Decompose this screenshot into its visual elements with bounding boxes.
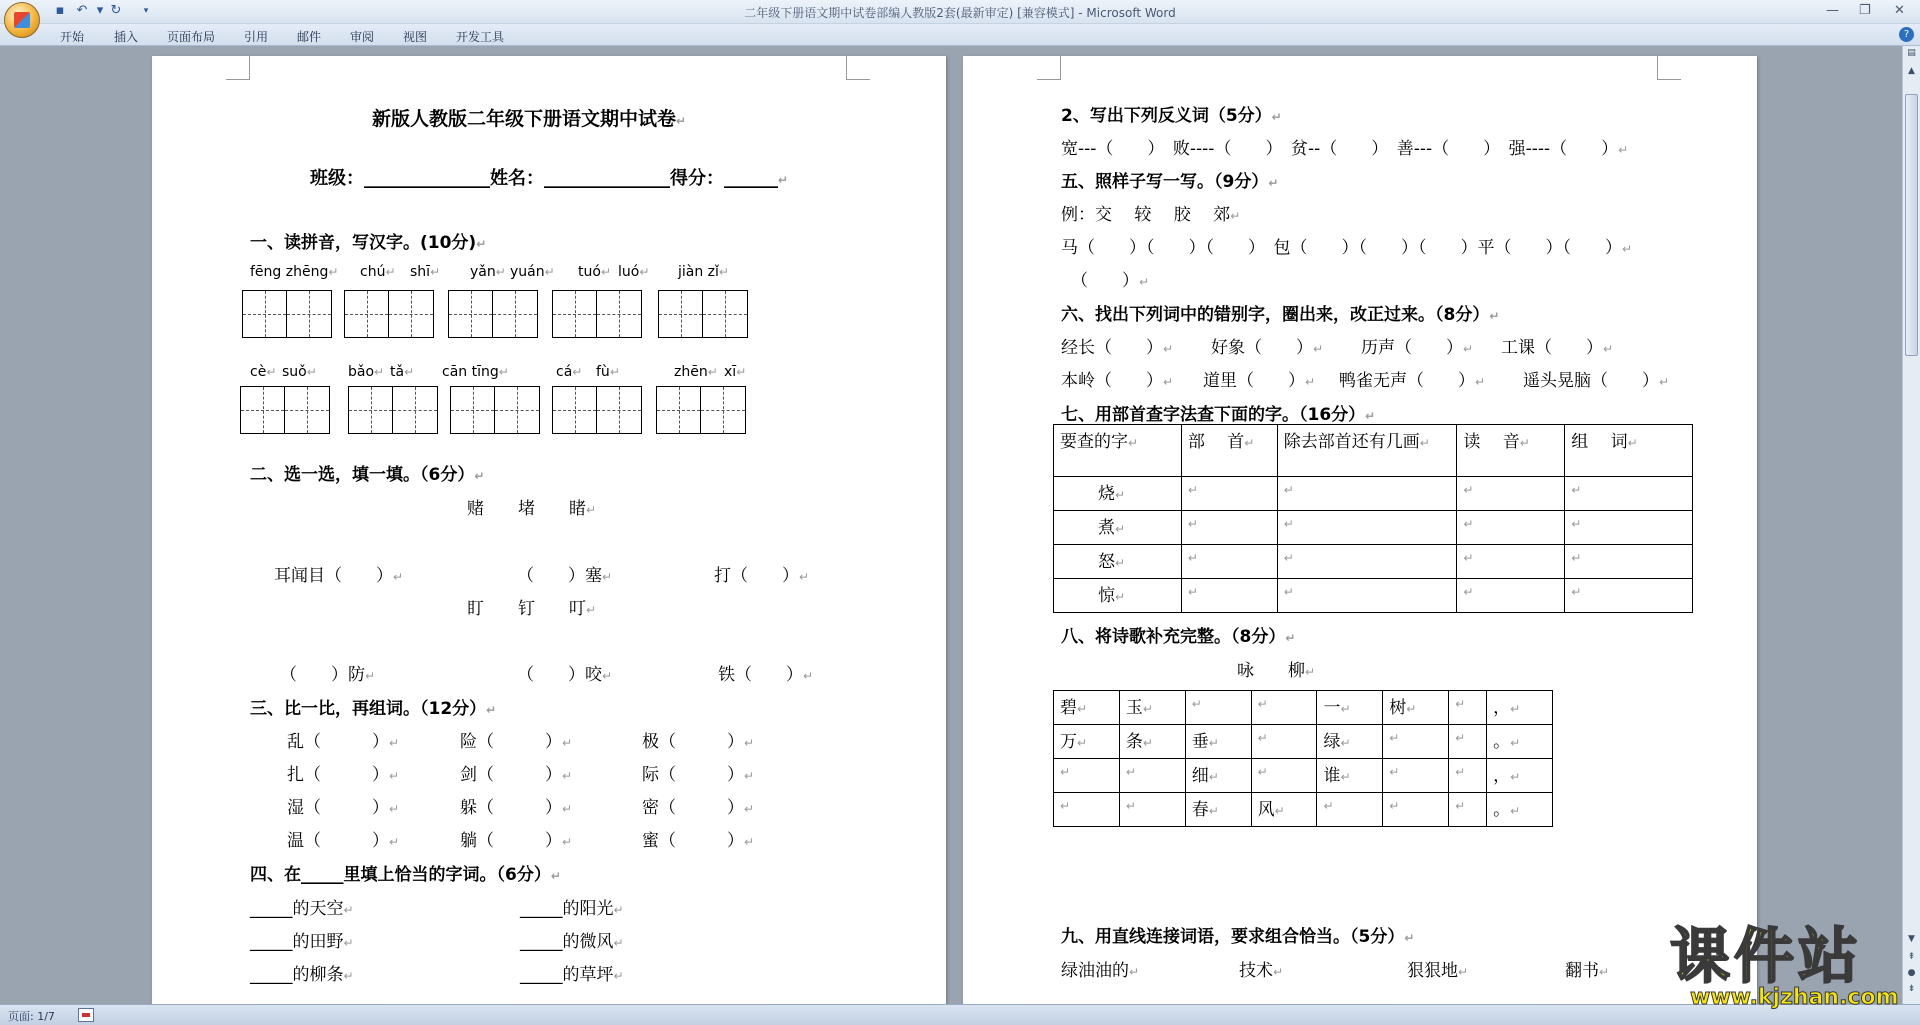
paragraph-mark: ↵ [586, 503, 597, 517]
tianzige-box[interactable] [658, 290, 748, 338]
paragraph-mark: ↵ [613, 936, 624, 950]
typo-word: 本岭（ ）↵ [1061, 371, 1174, 391]
table-cell: 怒↵ [1054, 545, 1182, 579]
fill-blank: 打（ ）↵ [714, 566, 810, 586]
paragraph-mark: ↵ [343, 936, 354, 950]
poem-cell: 春↵ [1185, 793, 1251, 827]
typo-word: 鸭雀无声（ ）↵ [1339, 371, 1486, 391]
paragraph-mark: ↵ [1571, 585, 1582, 599]
poem-cell[interactable] [1383, 793, 1449, 827]
paragraph-mark: ↵ [1571, 551, 1582, 565]
poem-cell: 玉↵ [1119, 691, 1185, 725]
poem-cell[interactable] [1449, 691, 1487, 725]
paragraph-mark: ↵ [266, 365, 277, 379]
paragraph-mark: ↵ [736, 365, 747, 379]
title-bar [0, 0, 1920, 24]
paragraph-mark: ↵ [1458, 965, 1469, 979]
poem-cell[interactable] [1251, 725, 1317, 759]
paragraph-mark: ↵ [1208, 804, 1219, 818]
poem-cell: 树↵ [1383, 691, 1449, 725]
office-button[interactable] [4, 2, 40, 38]
document-title: 新版人教版二年级下册语文期中试卷↵ [372, 108, 687, 130]
compare-word: 躺（ ）↵ [460, 831, 573, 851]
fill-phrase: _____的微风↵ [520, 932, 624, 952]
scroll-thumb[interactable] [1905, 94, 1918, 356]
paragraph-mark: ↵ [1323, 799, 1334, 813]
pinyin: chú↵ [360, 264, 396, 280]
tianzige-box[interactable] [242, 290, 332, 338]
compare-word: 极（ ）↵ [642, 732, 755, 752]
paragraph-mark: ↵ [799, 570, 810, 584]
paragraph-mark: ↵ [1571, 483, 1582, 497]
undo-icon[interactable]: ↶ [76, 3, 88, 18]
paragraph-mark: ↵ [1187, 483, 1198, 497]
pinyin: fēng zhēng↵ [250, 264, 339, 280]
fill-blank: （ ）防↵ [280, 665, 376, 685]
paragraph-mark: ↵ [1257, 765, 1268, 779]
section-8-heading: 八、将诗歌补充完整。（8分）↵ [1061, 627, 1296, 647]
section-2-heading: 二、选一选，填一填。（6分）↵ [250, 465, 485, 485]
pinyin: luó↵ [618, 264, 650, 280]
poem-cell[interactable] [1383, 759, 1449, 793]
paragraph-mark: ↵ [1389, 765, 1400, 779]
paragraph-mark: ↵ [1389, 799, 1400, 813]
example-line: 例：交 较 胶 郊↵ [1061, 205, 1241, 225]
ruler-toggle-icon[interactable]: ▤ [1907, 48, 1916, 58]
paragraph-mark: ↵ [1313, 342, 1324, 356]
paragraph-mark: ↵ [1463, 483, 1474, 497]
paragraph-mark: ↵ [1115, 522, 1126, 536]
next-page-icon[interactable]: ⇟ [1907, 984, 1916, 994]
paragraph-mark: ↵ [1404, 931, 1415, 945]
scroll-up-icon[interactable]: ▲ [1908, 66, 1915, 76]
vertical-scrollbar[interactable] [1902, 46, 1920, 1004]
paragraph-mark: ↵ [1603, 342, 1614, 356]
paragraph-mark: ↵ [389, 802, 400, 816]
crop-mark [226, 56, 250, 80]
paragraph-mark: ↵ [1208, 770, 1219, 784]
redo-icon[interactable]: ↻ [110, 3, 122, 18]
paragraph-mark: ↵ [1510, 804, 1521, 818]
pinyin: cè↵ [250, 364, 277, 380]
poem-cell[interactable] [1054, 759, 1120, 793]
tab-review[interactable]: 审阅 [350, 30, 375, 44]
fill-phrase: _____的田野↵ [250, 932, 354, 952]
restore-icon[interactable]: ❐ [1859, 3, 1871, 18]
paragraph-mark: ↵ [1139, 275, 1150, 289]
fill-phrase: _____的柳条↵ [250, 965, 354, 985]
section-3-heading: 三、比一比，再组词。（12分）↵ [250, 699, 497, 719]
paragraph-mark: ↵ [707, 365, 718, 379]
paragraph-mark: ↵ [1463, 517, 1474, 531]
tab-mailings[interactable]: 邮件 [297, 30, 322, 44]
pinyin: fù↵ [596, 364, 620, 380]
paragraph-mark: ↵ [609, 365, 620, 379]
paragraph-mark: ↵ [1187, 585, 1198, 599]
paragraph-mark: ↵ [1283, 483, 1294, 497]
poem-cell: 。↵ [1487, 793, 1553, 827]
paragraph-mark: ↵ [1273, 965, 1284, 979]
pattern-line: （ ）↵ [1071, 271, 1150, 291]
undo-dropdown-icon[interactable]: ▾ [96, 3, 104, 18]
paragraph-mark: ↵ [1283, 585, 1294, 599]
paragraph-mark: ↵ [1115, 488, 1126, 502]
paragraph-mark: ↵ [1463, 342, 1474, 356]
paragraph-mark: ↵ [1283, 517, 1294, 531]
tianzige-box[interactable] [552, 386, 642, 434]
tab-developer[interactable]: 开发工具 [456, 30, 505, 44]
paragraph-mark: ↵ [1274, 804, 1285, 818]
pinyin: zhēn↵ [674, 364, 718, 380]
customize-toolbar-icon[interactable]: ▾ [143, 6, 149, 16]
paragraph-mark: ↵ [1060, 799, 1071, 813]
paragraph-mark: ↵ [1271, 110, 1282, 124]
poem-cell: 万↵ [1054, 725, 1120, 759]
paragraph-mark: ↵ [602, 570, 613, 584]
section-4-heading: 四、在_____里填上恰当的字词。（6分）↵ [250, 865, 561, 885]
paragraph-mark: ↵ [343, 969, 354, 983]
paragraph-mark: ↵ [1419, 436, 1430, 450]
typo-word: 遥头晃脑（ ）↵ [1523, 371, 1670, 391]
section-1-heading: 一、读拼音，写汉字。(10分)↵ [250, 233, 487, 253]
poem-cell[interactable] [1449, 793, 1487, 827]
table-cell: 惊↵ [1054, 579, 1182, 613]
paragraph-mark: ↵ [1519, 436, 1530, 450]
paragraph-mark: ↵ [1187, 517, 1198, 531]
radical-table [1053, 424, 1693, 613]
paragraph-mark: ↵ [389, 736, 400, 750]
poem-cell: ，↵ [1487, 691, 1553, 725]
paragraph-mark: ↵ [562, 769, 573, 783]
paragraph-mark: ↵ [1187, 551, 1198, 565]
section-9-heading: 九、用直线连接词语，要求组合恰当。（5分）↵ [1061, 927, 1415, 947]
minimize-icon[interactable]: — [1826, 3, 1839, 18]
compare-word: 剑（ ）↵ [460, 765, 573, 785]
paragraph-mark: ↵ [374, 365, 385, 379]
help-icon[interactable]: ? [1899, 27, 1914, 42]
paragraph-mark: ↵ [1129, 965, 1140, 979]
pinyin: bǎo↵ [348, 364, 385, 380]
paragraph-mark: ↵ [1510, 736, 1521, 750]
select-browse-object-icon[interactable]: ● [1907, 968, 1916, 978]
paragraph-mark: ↵ [586, 603, 597, 617]
compare-word: 湿（ ）↵ [287, 798, 400, 818]
paragraph-mark: ↵ [1659, 375, 1670, 389]
fill-blank: （ ）塞↵ [517, 566, 613, 586]
paragraph-mark: ↵ [562, 736, 573, 750]
paragraph-mark: ↵ [1077, 736, 1088, 750]
pinyin: shī↵ [410, 264, 441, 280]
paragraph-mark: ↵ [1406, 702, 1417, 716]
paragraph-mark: ↵ [343, 903, 354, 917]
table-cell: 煮↵ [1054, 511, 1182, 545]
paragraph-mark: ↵ [1455, 765, 1466, 779]
paragraph-mark: ↵ [562, 835, 573, 849]
tianzige-box[interactable] [552, 290, 642, 338]
paragraph-mark: ↵ [1340, 736, 1351, 750]
paragraph-mark: ↵ [562, 802, 573, 816]
paragraph-mark: ↵ [1128, 436, 1139, 450]
tianzige-box[interactable] [656, 386, 746, 434]
connect-word: 技术↵ [1239, 961, 1284, 981]
fill-phrase: _____的阳光↵ [520, 899, 624, 919]
tab-insert[interactable]: 插入 [114, 30, 139, 44]
paragraph-mark: ↵ [1475, 375, 1486, 389]
section-7-heading: 七、用部首查字法查下面的字。（16分）↵ [1061, 405, 1376, 425]
poem-cell[interactable] [1449, 725, 1487, 759]
spelling-check-icon[interactable] [78, 1008, 94, 1022]
previous-page-icon[interactable]: ⇞ [1907, 952, 1916, 962]
antonym-heading: 2、写出下列反义词（5分）↵ [1061, 106, 1282, 126]
pinyin: jiàn zǐ↵ [678, 264, 729, 280]
poem-cell: 碧↵ [1054, 691, 1120, 725]
fill-blank: 铁（ ）↵ [718, 665, 814, 685]
table-header: 组 词↵ [1565, 425, 1693, 477]
tab-page-layout[interactable]: 页面布局 [167, 30, 216, 44]
paragraph-mark: ↵ [1285, 631, 1296, 645]
compare-word: 密（ ）↵ [642, 798, 755, 818]
pinyin: tǎ↵ [390, 364, 415, 380]
poem-cell: 绿↵ [1317, 725, 1383, 759]
paragraph-mark: ↵ [430, 265, 441, 279]
paragraph-mark: ↵ [1115, 556, 1126, 570]
paragraph-mark: ↵ [676, 114, 687, 128]
crop-mark [1037, 56, 1061, 80]
paragraph-mark: ↵ [544, 265, 555, 279]
paragraph-mark: ↵ [306, 365, 317, 379]
paragraph-mark: ↵ [486, 703, 497, 717]
paragraph-mark: ↵ [1618, 143, 1629, 157]
paragraph-mark: ↵ [1163, 342, 1174, 356]
poem-cell: 一↵ [1317, 691, 1383, 725]
compare-word: 际（ ）↵ [642, 765, 755, 785]
paragraph-mark: ↵ [1365, 409, 1376, 423]
section-6-heading: 六、找出下列词中的错别字，圈出来，改正过来。（8分）↵ [1061, 305, 1500, 325]
window-title: 二年级下册语文期中试卷部编人教版2套(最新审定) [兼容模式] - Microsoft Word [744, 6, 1176, 20]
compare-word: 躲（ ）↵ [460, 798, 573, 818]
paragraph-mark: ↵ [1125, 799, 1136, 813]
paragraph-mark: ↵ [1142, 736, 1153, 750]
paragraph-mark: ↵ [1163, 375, 1174, 389]
paragraph-mark: ↵ [1191, 697, 1202, 711]
poem-cell[interactable] [1119, 759, 1185, 793]
ribbon-tabs [0, 24, 1920, 46]
paragraph-mark: ↵ [474, 469, 485, 483]
table-header: 部 首↵ [1181, 425, 1277, 477]
paragraph-mark: ↵ [639, 265, 650, 279]
page-indicator[interactable]: 页面: 1/7 [8, 1010, 55, 1023]
document-page-2 [963, 56, 1757, 1006]
paragraph-mark: ↵ [1389, 731, 1400, 745]
poem-title: 咏 柳↵ [1237, 661, 1316, 681]
poem-cell[interactable] [1119, 793, 1185, 827]
paragraph-mark: ↵ [1455, 799, 1466, 813]
poem-cell[interactable] [1383, 725, 1449, 759]
paragraph-mark: ↵ [1455, 697, 1466, 711]
paragraph-mark: ↵ [1340, 770, 1351, 784]
office-logo-icon [14, 12, 30, 28]
save-icon[interactable]: ▪ [55, 3, 65, 18]
poem-cell: 风↵ [1251, 793, 1317, 827]
paragraph-mark: ↵ [600, 265, 611, 279]
status-bar [0, 1004, 1920, 1025]
paragraph-mark: ↵ [1125, 765, 1136, 779]
poem-cell[interactable] [1317, 793, 1383, 827]
paragraph-mark: ↵ [1510, 702, 1521, 716]
paragraph-mark: ↵ [744, 835, 755, 849]
paragraph-mark: ↵ [1622, 242, 1633, 256]
paragraph-mark: ↵ [1599, 965, 1610, 979]
paragraph-mark: ↵ [1455, 731, 1466, 745]
pinyin: yǎn↵ [470, 264, 506, 280]
paragraph-mark: ↵ [1257, 731, 1268, 745]
typo-word: 历声（ ）↵ [1361, 338, 1474, 358]
scroll-down-icon[interactable]: ▼ [1908, 934, 1915, 944]
choice-chars: 赌 堵 睹↵ [467, 499, 597, 519]
tab-home[interactable]: 开始 [60, 30, 85, 44]
paragraph-mark: ↵ [1571, 517, 1582, 531]
pinyin: yuán↵ [510, 264, 555, 280]
paragraph-mark: ↵ [1230, 209, 1241, 223]
crop-mark [846, 56, 870, 80]
paragraph-mark: ↵ [1627, 436, 1638, 450]
compare-word: 险（ ）↵ [460, 732, 573, 752]
pinyin: xī↵ [724, 364, 747, 380]
paragraph-mark: ↵ [1115, 590, 1126, 604]
choice-chars: 盯 钉 叮↵ [467, 599, 597, 619]
poem-cell[interactable] [1054, 793, 1120, 827]
paragraph-mark: ↵ [572, 365, 583, 379]
paragraph-mark: ↵ [328, 265, 339, 279]
paragraph-mark: ↵ [1463, 551, 1474, 565]
paragraph-mark: ↵ [385, 265, 396, 279]
paragraph-mark: ↵ [498, 365, 509, 379]
fill-phrase: _____的天空↵ [250, 899, 354, 919]
pinyin: cān tīng↵ [442, 364, 509, 380]
tab-view[interactable]: 视图 [403, 30, 428, 44]
paragraph-mark: ↵ [1244, 436, 1255, 450]
poem-cell: ，↵ [1487, 759, 1553, 793]
fill-phrase: _____的草坪↵ [520, 965, 624, 985]
table-header: 读 音↵ [1457, 425, 1565, 477]
poem-grid [1053, 690, 1553, 827]
paragraph-mark: ↵ [1142, 702, 1153, 716]
poem-cell: 。↵ [1487, 725, 1553, 759]
paragraph-mark: ↵ [613, 903, 624, 917]
paragraph-mark: ↵ [744, 736, 755, 750]
paragraph-mark: ↵ [550, 869, 561, 883]
tianzige-box[interactable] [450, 386, 540, 434]
paragraph-mark: ↵ [476, 237, 487, 251]
connect-word: 翻书↵ [1565, 961, 1610, 981]
poem-cell: 条↵ [1119, 725, 1185, 759]
pinyin: cá↵ [556, 364, 583, 380]
paragraph-mark: ↵ [404, 365, 415, 379]
paragraph-mark: ↵ [1257, 697, 1268, 711]
poem-cell[interactable] [1185, 691, 1251, 725]
tianzige-box[interactable] [344, 290, 434, 338]
poem-cell: 细↵ [1185, 759, 1251, 793]
connect-word: 狠狠地↵ [1407, 961, 1469, 981]
tab-references[interactable]: 引用 [244, 30, 269, 44]
crop-mark [1657, 56, 1681, 80]
paragraph-mark: ↵ [1077, 702, 1088, 716]
antonym-line: 宽---（ ） 败----（ ） 贫--（ ） 善---（ ） 强----（ ）↵ [1061, 139, 1629, 159]
watermark-url: www.kjzhan.com [1690, 985, 1899, 1010]
poem-cell[interactable] [1251, 759, 1317, 793]
section-5-heading: 五、照样子写一写。（9分）↵ [1061, 172, 1279, 192]
paragraph-mark: ↵ [1268, 176, 1279, 190]
paragraph-mark: ↵ [744, 802, 755, 816]
paragraph-mark: ↵ [744, 769, 755, 783]
paragraph-mark: ↵ [1510, 770, 1521, 784]
pinyin: suǒ↵ [282, 364, 317, 380]
paragraph-mark: ↵ [393, 570, 404, 584]
pattern-line: 马（ ）（ ）（ ） 包（ ）（ ）（ ）平（ ）（ ）↵ [1061, 238, 1633, 258]
paragraph-mark: ↵ [602, 669, 613, 683]
poem-cell: 谁↵ [1317, 759, 1383, 793]
paragraph-mark: ↵ [495, 265, 506, 279]
typo-word: 好象（ ）↵ [1211, 338, 1324, 358]
paragraph-mark: ↵ [718, 265, 729, 279]
compare-word: 乱（ ）↵ [287, 732, 400, 752]
fill-blank: （ ）咬↵ [517, 665, 613, 685]
student-info-line: 班级：______________姓名：______________得分：______↵ [310, 168, 789, 189]
document-page-1 [152, 56, 946, 1006]
paragraph-mark: ↵ [1305, 665, 1316, 679]
paragraph-mark: ↵ [1489, 309, 1500, 323]
table-header: 除去部首还有几画↵ [1277, 425, 1457, 477]
compare-word: 温（ ）↵ [287, 831, 400, 851]
table-cell: 烧↵ [1054, 477, 1182, 511]
tianzige-box[interactable] [448, 290, 538, 338]
typo-word: 工课（ ）↵ [1501, 338, 1614, 358]
paragraph-mark: ↵ [1463, 585, 1474, 599]
paragraph-mark: ↵ [778, 173, 789, 187]
table-header: 要查的字↵ [1054, 425, 1182, 477]
paragraph-mark: ↵ [1060, 765, 1071, 779]
poem-cell[interactable] [1251, 691, 1317, 725]
connect-word: 绿油油的↵ [1061, 961, 1140, 981]
paragraph-mark: ↵ [613, 969, 624, 983]
paragraph-mark: ↵ [1340, 702, 1351, 716]
paragraph-mark: ↵ [803, 669, 814, 683]
paragraph-mark: ↵ [1208, 736, 1219, 750]
paragraph-mark: ↵ [389, 835, 400, 849]
paragraph-mark: ↵ [1305, 375, 1316, 389]
compare-word: 扎（ ）↵ [287, 765, 400, 785]
typo-word: 经长（ ）↵ [1061, 338, 1174, 358]
poem-cell: 垂↵ [1185, 725, 1251, 759]
close-icon[interactable]: ✕ [1894, 3, 1905, 18]
typo-word: 道里（ ）↵ [1203, 371, 1316, 391]
pinyin: tuó↵ [578, 264, 611, 280]
tianzige-box[interactable] [240, 386, 330, 434]
watermark-logo: 课件站 [1670, 922, 1862, 992]
paragraph-mark: ↵ [365, 669, 376, 683]
paragraph-mark: ↵ [389, 769, 400, 783]
poem-cell[interactable] [1449, 759, 1487, 793]
paragraph-mark: ↵ [1283, 551, 1294, 565]
compare-word: 蜜（ ）↵ [642, 831, 755, 851]
fill-blank: 耳闻目（ ）↵ [274, 566, 404, 586]
tianzige-box[interactable] [348, 386, 438, 434]
